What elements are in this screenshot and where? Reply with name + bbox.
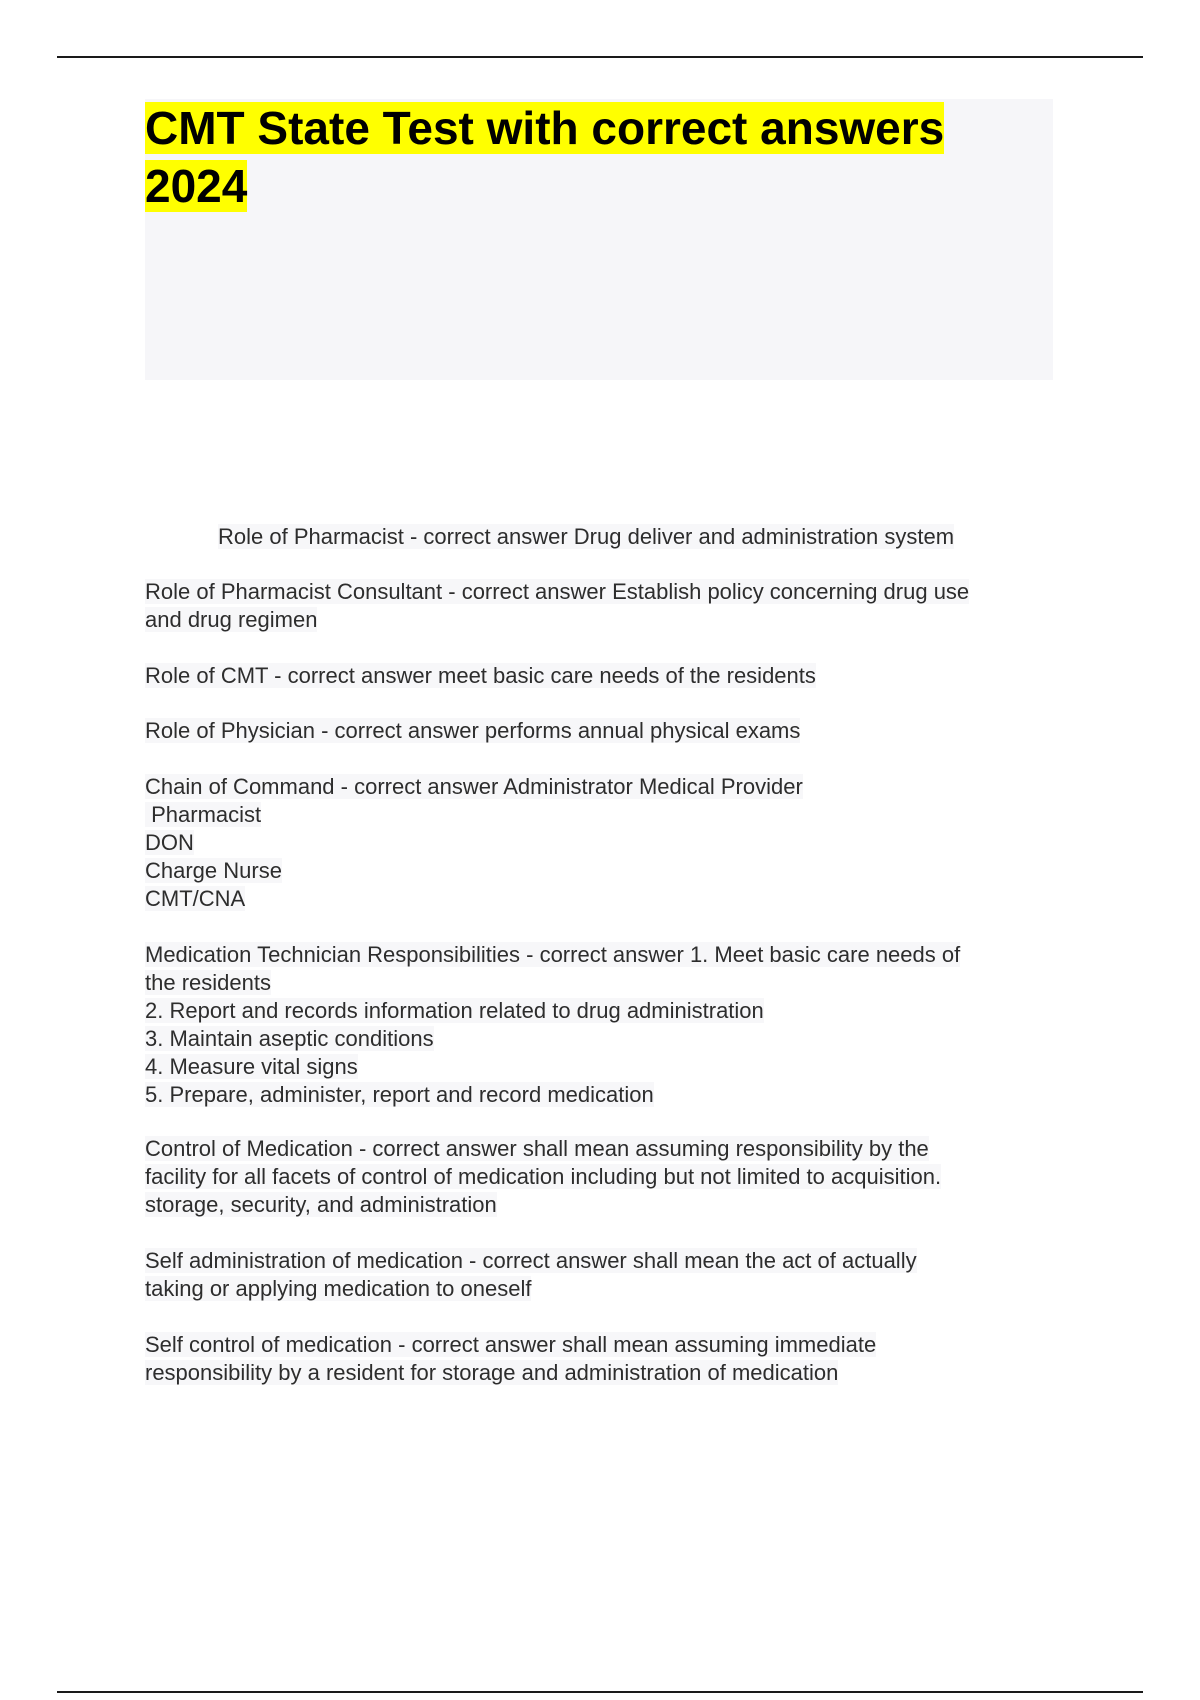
qa-line: Pharmacist xyxy=(145,802,262,827)
top-rule xyxy=(57,56,1143,58)
qa-line: Control of Medication - correct answer shall mean assuming responsibility by the xyxy=(145,1136,929,1161)
qa-line: Charge Nurse xyxy=(145,858,282,883)
qa-line: 2. Report and records information related to drug administration xyxy=(145,998,764,1023)
title-line-2: 2024 xyxy=(145,160,248,212)
qa-entry-physician xyxy=(145,717,1065,745)
qa-line: Role of Pharmacist Consultant - correct answer Establish policy concerning drug use xyxy=(145,579,970,604)
qa-entry-control-of-medication xyxy=(145,1135,1065,1219)
qa-line: 3. Maintain aseptic conditions xyxy=(145,1026,434,1051)
qa-line: DON xyxy=(145,830,194,855)
qa-line: 4. Measure vital signs xyxy=(145,1054,358,1079)
qa-entry-self-administration xyxy=(145,1247,1065,1303)
qa-line: Role of CMT - correct answer meet basic care needs of the residents xyxy=(145,663,816,688)
qa-line: facility for all facets of control of medication including but not limited to acquisition. xyxy=(145,1164,942,1189)
qa-entry-chain-of-command xyxy=(145,773,1065,913)
qa-line: and drug regimen xyxy=(145,607,318,632)
qa-line: CMT/CNA xyxy=(145,886,246,911)
qa-entry-cmt xyxy=(145,662,1065,690)
qa-line: Medication Technician Responsibilities - correct answer 1. Meet basic care needs of xyxy=(145,942,961,967)
qa-line: 5. Prepare, administer, report and record medication xyxy=(145,1082,654,1107)
qa-entry-pharmacist xyxy=(218,523,1138,551)
title-block xyxy=(145,99,1053,380)
qa-line: Self administration of medication - correct answer shall mean the act of actually xyxy=(145,1248,917,1273)
qa-entry-pharmacist-consultant xyxy=(145,578,1065,634)
qa-line: Role of Pharmacist - correct answer Drug deliver and administration system xyxy=(218,524,955,549)
qa-entry-self-control xyxy=(145,1331,1065,1387)
qa-line: responsibility by a resident for storage and administration of medication xyxy=(145,1360,839,1385)
qa-line: Role of Physician - correct answer performs annual physical exams xyxy=(145,718,801,743)
bottom-rule xyxy=(57,1691,1143,1693)
qa-line: the residents xyxy=(145,970,271,995)
qa-entry-med-tech-responsibilities xyxy=(145,941,1065,1109)
qa-line: storage, security, and administration xyxy=(145,1192,497,1217)
qa-line: taking or applying medication to oneself xyxy=(145,1276,532,1301)
qa-line: Chain of Command - correct answer Administrator Medical Provider xyxy=(145,774,803,799)
qa-line: Self control of medication - correct answer shall mean assuming immediate xyxy=(145,1332,877,1357)
document-title xyxy=(145,99,1005,215)
title-line-1: CMT State Test with correct answers xyxy=(145,102,945,154)
